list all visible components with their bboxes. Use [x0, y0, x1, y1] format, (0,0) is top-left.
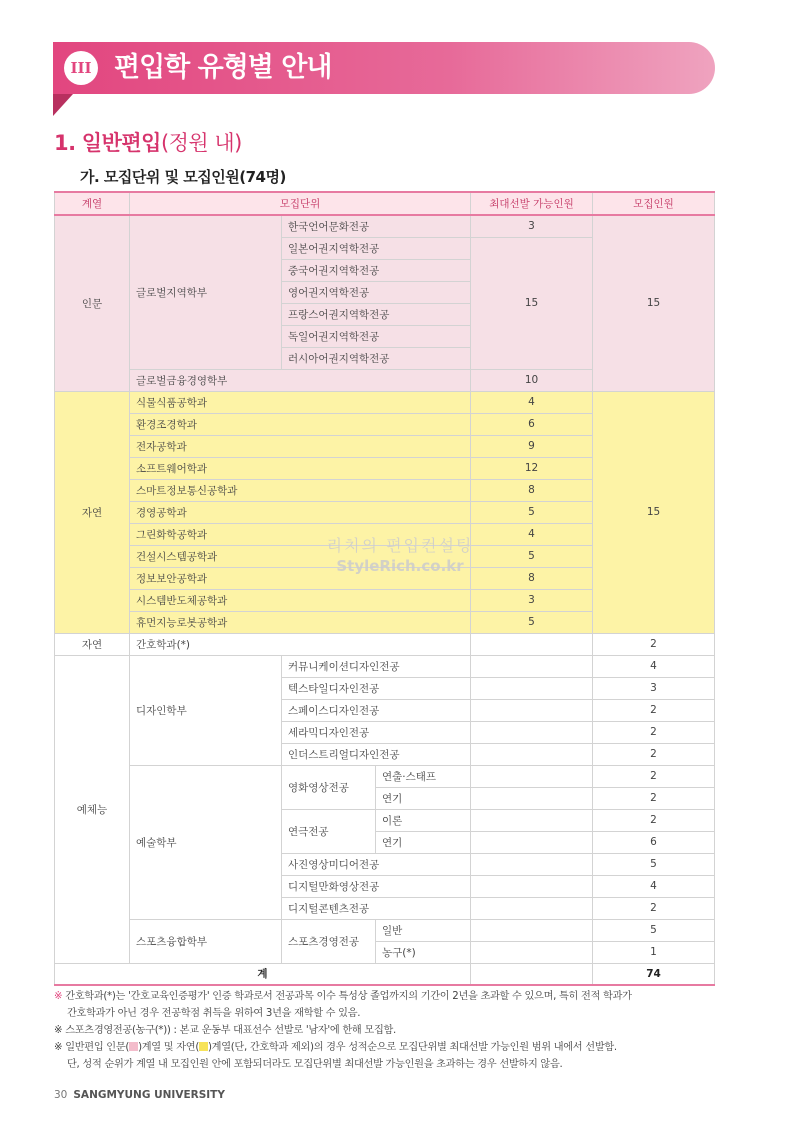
- dept-cell: 글로벌금융경영학부: [130, 369, 471, 391]
- max-cell: [471, 897, 593, 919]
- major-cell: 영화영상전공: [282, 765, 376, 809]
- max-cell: [471, 919, 593, 941]
- major-cell: 한국언어문화전공: [282, 215, 471, 237]
- major-cell: 커뮤니케이션디자인전공: [282, 655, 471, 677]
- max-cell: 4: [471, 391, 593, 413]
- max-cell: 9: [471, 435, 593, 457]
- quota-cell: 2: [593, 787, 715, 809]
- max-cell: [471, 853, 593, 875]
- dept-cell: 환경조경학과: [130, 413, 471, 435]
- quota-cell: 2: [593, 633, 715, 655]
- major-cell: 세라믹디자인전공: [282, 721, 471, 743]
- total-row: [55, 963, 715, 985]
- quota-cell: 4: [593, 875, 715, 897]
- max-cell: [471, 809, 593, 831]
- max-cell: [471, 963, 593, 985]
- quota-cell: 2: [593, 721, 715, 743]
- max-cell: 12: [471, 457, 593, 479]
- major-cell: 프랑스어권지역학전공: [282, 303, 471, 325]
- dept-cell: 건설시스템공학과: [130, 545, 471, 567]
- dept-cell: 글로벌지역학부: [130, 215, 282, 369]
- max-cell: [471, 941, 593, 963]
- section-name: 일반편입: [81, 131, 161, 155]
- section-number: 1.: [54, 131, 76, 155]
- total-label: 계: [55, 963, 471, 985]
- note-3-cont: 단, 성적 순위가 계열 내 모집인원 안에 포함되더라도 모집단위별 최대선발 가능인원을 초과하는 경우 선발하지 않음.: [67, 1059, 563, 1070]
- table-row: [55, 655, 715, 677]
- table-header-row: [55, 192, 715, 215]
- max-cell: 8: [471, 479, 593, 501]
- major-cell: 텍스타일디자인전공: [282, 677, 471, 699]
- dept-cell: 디자인학부: [130, 655, 282, 765]
- series-cell: 예체능: [55, 655, 130, 963]
- subsection-title: 가. 모집단위 및 모집인원(74명): [80, 168, 286, 186]
- quota-cell: 1: [593, 941, 715, 963]
- dept-cell: 전자공학과: [130, 435, 471, 457]
- series-cell: 자연: [55, 391, 130, 633]
- pink-legend-swatch: [129, 1042, 138, 1051]
- track-cell: 연기: [376, 787, 471, 809]
- max-cell: [471, 787, 593, 809]
- major-cell: 독일어권지역학전공: [282, 325, 471, 347]
- note-1: ※ 간호학과(*)는 '간호교육인증평가' 인증 학과로서 전공과목 이수 특성상 졸업까지의 기간이 2년을 초과할 수 있으며, 특히 전적 학과가: [54, 991, 632, 1002]
- major-cell: 사진영상미디어전공: [282, 853, 471, 875]
- watermark-line1: 리치의 편입컨설팅: [326, 536, 474, 555]
- track-cell: 농구(*): [376, 941, 471, 963]
- quota-cell: 3: [593, 677, 715, 699]
- dept-cell: 소프트웨어학과: [130, 457, 471, 479]
- quota-cell: 2: [593, 897, 715, 919]
- note-3: ※ 일반편입 인문( )계열 및 자연( )계열(단, 간호학과 제외)의 경우 성적순으로 모집단위별 최대선발 가능인원 범위 내에서 선발함.: [54, 1042, 617, 1053]
- max-cell: [471, 765, 593, 787]
- dept-cell: 시스템반도체공학과: [130, 589, 471, 611]
- quota-cell: 2: [593, 765, 715, 787]
- max-cell: [471, 699, 593, 721]
- major-cell: 일본어권지역학전공: [282, 237, 471, 259]
- header-quota: 모집인원: [593, 192, 715, 215]
- header-series: 계열: [55, 192, 130, 215]
- track-cell: 연출·스태프: [376, 765, 471, 787]
- major-cell: 스페이스디자인전공: [282, 699, 471, 721]
- max-cell: 4: [471, 523, 593, 545]
- dept-cell: 휴먼지능로봇공학과: [130, 611, 471, 633]
- major-cell: 러시아어권지역학전공: [282, 347, 471, 369]
- max-cell: 5: [471, 501, 593, 523]
- major-cell: 중국어권지역학전공: [282, 259, 471, 281]
- max-cell: 5: [471, 611, 593, 633]
- max-cell: 3: [471, 589, 593, 611]
- dept-cell: 경영공학과: [130, 501, 471, 523]
- dept-cell: 스마트정보통신공학과: [130, 479, 471, 501]
- max-cell: 15: [471, 237, 593, 369]
- header-max: 최대선발 가능인원: [471, 192, 593, 215]
- watermark: [320, 536, 480, 576]
- table-row: [55, 765, 715, 787]
- quota-cell: 4: [593, 655, 715, 677]
- banner-fold: [53, 94, 73, 116]
- dept-cell: 예술학부: [130, 765, 282, 919]
- roman-numeral-badge: III: [64, 51, 98, 85]
- quota-cell: 2: [593, 699, 715, 721]
- table-row: [55, 391, 715, 413]
- quota-cell: 2: [593, 743, 715, 765]
- series-cell: 인문: [55, 215, 130, 391]
- max-cell: [471, 743, 593, 765]
- major-cell: 영어권지역학전공: [282, 281, 471, 303]
- dept-cell: 그린화학공학과: [130, 523, 471, 545]
- max-cell: 3: [471, 215, 593, 237]
- notes: [54, 988, 734, 1073]
- quota-cell: 15: [593, 391, 715, 633]
- header-unit: 모집단위: [130, 192, 471, 215]
- dept-cell: 간호학과(*): [130, 633, 471, 655]
- total-quota: 74: [593, 963, 715, 985]
- major-cell: 스포츠경영전공: [282, 919, 376, 963]
- note-1-cont: 간호학과가 아닌 경우 전공학점 취득을 위하여 3년을 재학할 수 있음.: [67, 1008, 361, 1019]
- max-cell: [471, 831, 593, 853]
- max-cell: 6: [471, 413, 593, 435]
- table-row: [55, 633, 715, 655]
- section-paren: (정원 내): [160, 131, 242, 155]
- max-cell: [471, 633, 593, 655]
- track-cell: 일반: [376, 919, 471, 941]
- max-cell: [471, 655, 593, 677]
- major-cell: 연극전공: [282, 809, 376, 853]
- major-cell: 인더스트리얼디자인전공: [282, 743, 471, 765]
- quota-cell: 2: [593, 809, 715, 831]
- table-row: [55, 215, 715, 237]
- max-cell: [471, 677, 593, 699]
- max-cell: [471, 875, 593, 897]
- quota-cell: 5: [593, 853, 715, 875]
- max-cell: 5: [471, 545, 593, 567]
- dept-cell: 정보보안공학과: [130, 567, 471, 589]
- page-number: 30: [54, 1089, 68, 1101]
- table-row: [55, 919, 715, 941]
- section-title: [54, 128, 242, 158]
- quota-cell: 15: [593, 215, 715, 391]
- major-cell: 디지털만화영상전공: [282, 875, 471, 897]
- dept-cell: 식물식품공학과: [130, 391, 471, 413]
- footer: [54, 1088, 225, 1102]
- quota-cell: 6: [593, 831, 715, 853]
- major-cell: 디지털콘텐츠전공: [282, 897, 471, 919]
- track-cell: 연기: [376, 831, 471, 853]
- note-2: ※ 스포츠경영전공(농구(*)) : 본교 운동부 대표선수 선발로 '남자'에 한해 모집함.: [54, 1025, 396, 1036]
- quota-cell: 5: [593, 919, 715, 941]
- max-cell: 8: [471, 567, 593, 589]
- dept-cell: 스포츠융합학부: [130, 919, 282, 963]
- university-name: SANGMYUNG UNIVERSITY: [73, 1089, 225, 1101]
- max-cell: 10: [471, 369, 593, 391]
- track-cell: 이론: [376, 809, 471, 831]
- watermark-line2: StyleRich.co.kr: [336, 557, 464, 575]
- admission-table: [54, 191, 715, 986]
- yellow-legend-swatch: [199, 1042, 208, 1051]
- series-cell: 자연: [55, 633, 130, 655]
- max-cell: [471, 721, 593, 743]
- page-title: 편입학 유형별 안내: [114, 52, 332, 83]
